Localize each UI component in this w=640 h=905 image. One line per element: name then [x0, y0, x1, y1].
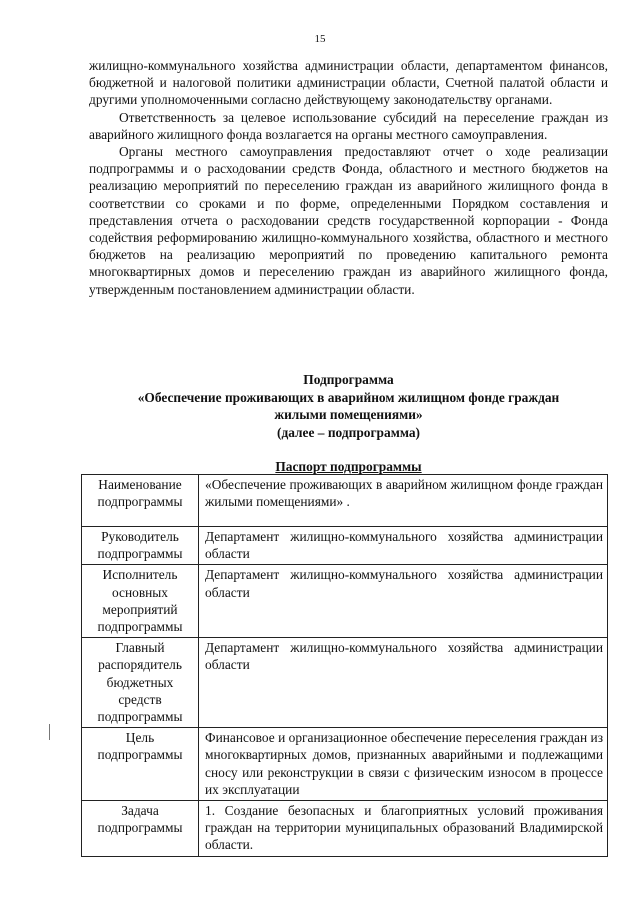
- paragraph-reporting: Органы местного самоуправления предоставляют отчет о ходе реализации подпрограммы и о расходовании средств Фонда, областного и местного бюджетов на реализацию мероприятий по переселению граждан из аварийного жилищного фонда в соответствии со сроками и по форме, определенными Порядком составления и представления отчета о расходовании средств государственной корпорации - Фонда содействия реформированию жилищно-коммунального хозяйства, областного и местного бюджетов на реализацию мероприятий по проведению капитального ремонта многоквартирных домов и переселению граждан из аварийного жилищного фонда, утвержденным постановлением администрации области.: [89, 144, 608, 297]
- table-row: [82, 475, 608, 527]
- row-label: Цель подпрограммы: [82, 728, 199, 801]
- paragraph-continuation: жилищно-коммунального хозяйства администрации области, департаментом финансов, бюджетной и налоговой политики администрации области, Счетной палатой области и другими уполномоченными согласно действующему законодательству органами.: [89, 58, 608, 108]
- passport-title: Паспорт подпрограммы: [275, 459, 422, 474]
- table-row: [82, 728, 608, 801]
- passport-table: [81, 474, 608, 857]
- subprogram-heading-line4: (далее – подпрограмма): [276, 424, 421, 440]
- row-value: 1. Создание безопасных и благоприятных условий проживания граждан на территории муниципальных образований Владимирской области.: [199, 801, 608, 857]
- table-row: [82, 638, 608, 728]
- table-row: [82, 565, 608, 638]
- row-label: Исполнитель основных мероприятий подпрограммы: [82, 565, 199, 638]
- row-value: Департамент жилищно-коммунального хозяйства администрации области: [199, 638, 608, 728]
- row-label: Наименование подпрограммы: [82, 475, 199, 527]
- row-label: Руководитель подпрограммы: [82, 527, 199, 565]
- table-row: [82, 527, 608, 565]
- body-text: [89, 57, 608, 298]
- subprogram-heading-line2: «Обеспечение проживающих в аварийном жилищном фонде граждан: [137, 389, 560, 405]
- paragraph-responsibility: Ответственность за целевое использование субсидий на переселение граждан из аварийного жилищного фонда возлагается на органы местного самоуправления.: [89, 109, 608, 142]
- row-value: Финансовое и организационное обеспечение переселения граждан из многоквартирных домов, признанных аварийными и подлежащими сносу или реконструкции в связи с физическим износом в процессе их эксплуатации: [199, 728, 608, 801]
- row-label: Главный распорядитель бюджетных средств подпрограммы: [82, 638, 199, 728]
- page-number: 15: [314, 33, 326, 45]
- subprogram-heading: [89, 371, 608, 441]
- row-value: Департамент жилищно-коммунального хозяйства администрации области: [199, 565, 608, 638]
- row-value: Департамент жилищно-коммунального хозяйства администрации области: [199, 527, 608, 565]
- subprogram-heading-line1: Подпрограмма: [303, 372, 394, 387]
- margin-mark: [49, 724, 52, 740]
- row-label: Задача подпрограммы: [82, 801, 199, 857]
- subprogram-heading-line3: жилыми помещениями»: [274, 407, 423, 422]
- table-row: [82, 801, 608, 857]
- row-value: «Обеспечение проживающих в аварийном жилищном фонде граждан жилыми помещениями» .: [199, 475, 608, 527]
